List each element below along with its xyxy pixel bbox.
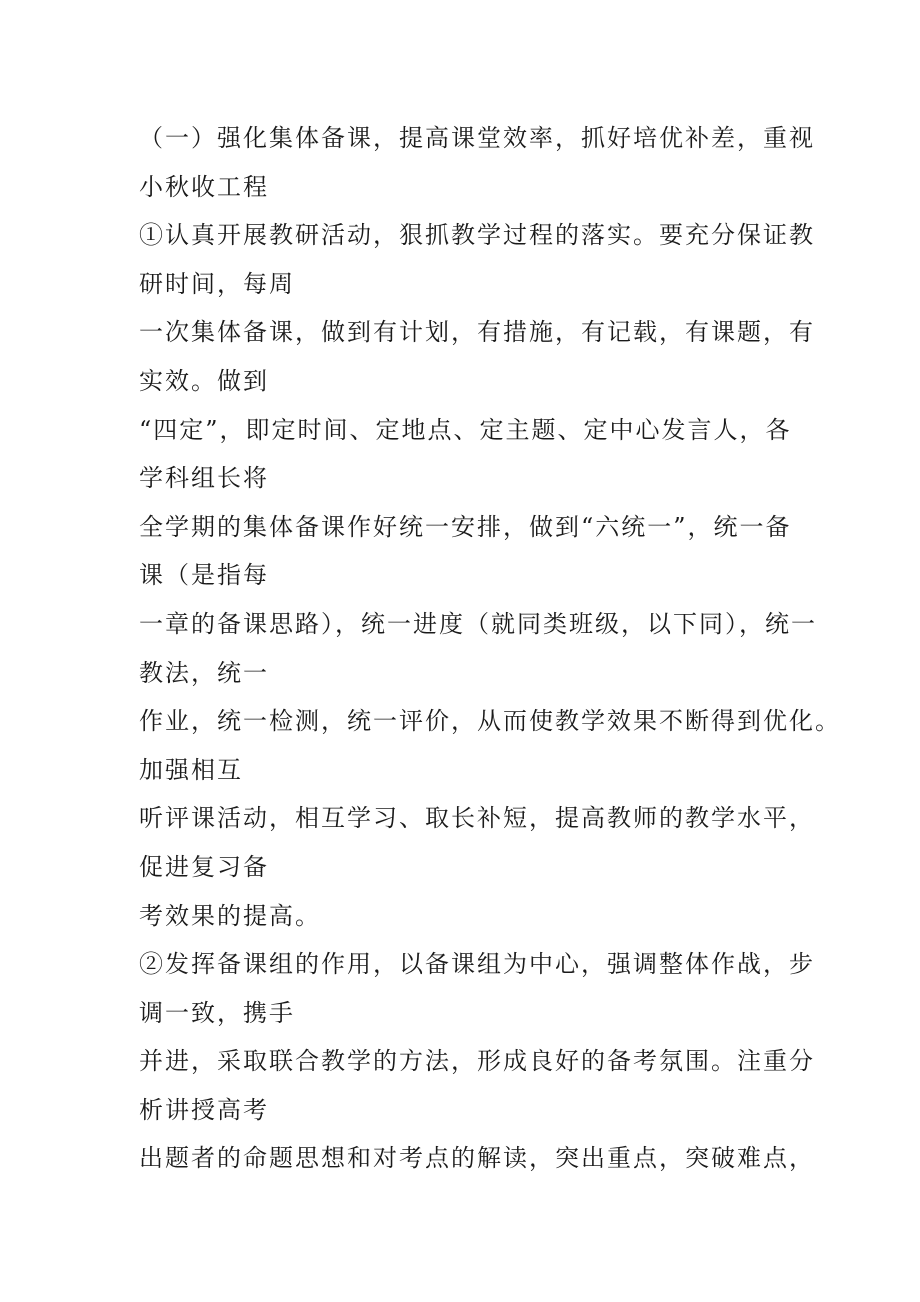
text-line: 加强相互 [139,755,243,784]
text-line: 作业，统一检测，统一评价，从而使教学效果不断得到优化。 [139,707,841,736]
text-line: 教法，统一 [139,658,269,687]
text-line: 析讲授高考 [139,1095,269,1124]
document-body [139,114,841,1183]
text-line: 学科组长将 [139,464,269,493]
text-line: 课（是指每 [139,561,269,590]
text-line: 一章的备课思路），统一进度（就同类班级，以下同），统一 [139,609,817,638]
text-line: ①认真开展教研活动，狠抓教学过程的落实。要充分保证教 [139,221,815,250]
text-line: （一）强化集体备课，提高课堂效率，抓好培优补差，重视 [139,124,815,152]
text-line: “四定”，即定时间、定地点、定主题、定中心发言人，各 [139,415,792,444]
text-line: 调一致，携手 [139,998,295,1027]
text-line: ②发挥备课组的作用，以备课组为中心，强调整体作战，步 [139,950,815,979]
text-line: 小秋收工程 [139,172,269,201]
text-line: 一次集体备课，做到有计划，有措施，有记载，有课题，有 [139,318,815,347]
text-line: 研时间，每周 [139,269,295,298]
text-line: 考效果的提高。 [139,901,321,930]
text-line: 听评课活动，相互学习、取长补短，提高教师的教学水平， [139,804,815,833]
text-line: 全学期的集体备课作好统一安排，做到“六统一”，统一备 [139,512,792,541]
text-line: 出题者的命题思想和对考点的解读，突出重点，突破难点， [139,1144,815,1173]
text-line: 实效。做到 [139,366,269,395]
text-line: 并进，采取联合教学的方法，形成良好的备考氛围。注重分 [139,1047,815,1076]
text-line: 促进复习备 [139,852,269,881]
